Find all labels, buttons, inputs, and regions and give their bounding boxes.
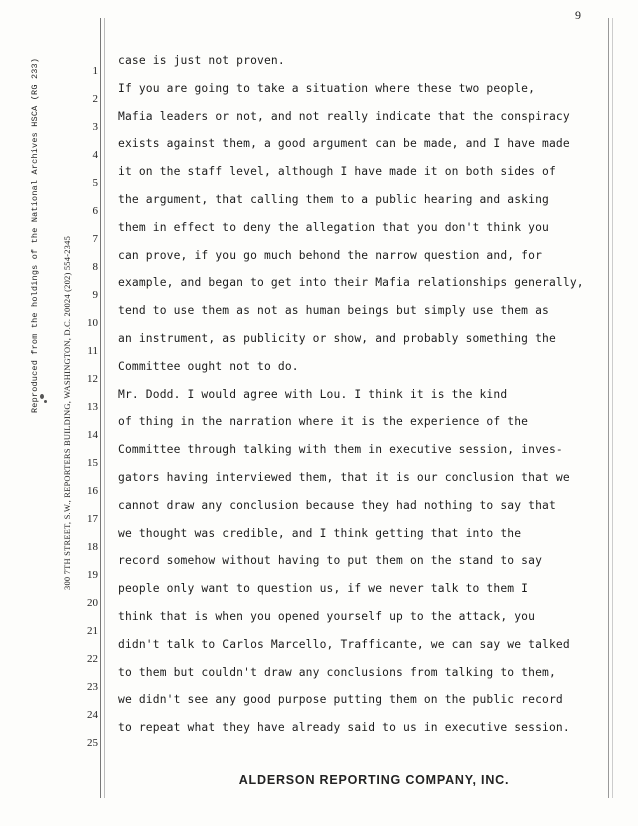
line-number: 9 bbox=[92, 289, 98, 301]
line-number: 23 bbox=[87, 681, 98, 693]
line-number: 10 bbox=[87, 317, 98, 329]
transcript-line: gators having interviewed them, that it is our conclusion that we bbox=[118, 470, 570, 484]
archive-reproduction-note: Reproduced from the holdings of the National Archives HSCA (RG 233) bbox=[30, 57, 40, 413]
transcript-line: example, and began to get into their Mafia relationships generally, bbox=[118, 276, 584, 290]
transcript-line: people only want to question us, if we never talk to them I bbox=[118, 582, 529, 596]
line-number: 11 bbox=[87, 345, 98, 357]
line-number: 16 bbox=[87, 485, 98, 497]
reporters-address: 300 7TH STREET, S.W., REPORTERS BUILDING, WASHINGTON, D.C. 20024 (202) 554-2345 bbox=[62, 235, 72, 590]
transcript-line: record somehow without having to put them on the stand to say bbox=[118, 554, 543, 568]
transcript-line: it on the staff level, although I have made it on both sides of bbox=[118, 165, 556, 179]
line-number: 2 bbox=[92, 93, 98, 105]
line-number: 24 bbox=[87, 709, 98, 721]
line-number: 7 bbox=[92, 233, 98, 245]
transcript-line: we thought was credible, and I think getting that into the bbox=[118, 526, 522, 540]
transcript-line: Mafia leaders or not, and not really indicate that the conspiracy bbox=[118, 109, 570, 123]
transcript-line: of thing in the narration where it is the experience of the bbox=[118, 415, 529, 429]
transcript-line: case is just not proven. bbox=[118, 54, 285, 67]
transcript-line: to repeat what they have already said to us in executive session. bbox=[118, 721, 570, 735]
line-number: 1 bbox=[92, 65, 98, 77]
transcript-line: tend to use them as not as human beings but simply use them as bbox=[118, 304, 549, 318]
line-number: 18 bbox=[87, 541, 98, 553]
transcript-line: Mr. Dodd. I would agree with Lou. I think it is the kind bbox=[118, 387, 508, 401]
line-number: 13 bbox=[87, 401, 98, 413]
line-number: 3 bbox=[92, 121, 98, 133]
transcript-line: the argument, that calling them to a public hearing and asking bbox=[118, 192, 549, 206]
transcript-line: Committee ought not to do. bbox=[118, 359, 299, 373]
line-number: 5 bbox=[92, 177, 98, 189]
transcript-line: didn't talk to Carlos Marcello, Trafficante, we can say we talked bbox=[118, 637, 570, 651]
line-number-column bbox=[80, 57, 98, 757]
page-number: 9 bbox=[575, 8, 581, 22]
transcript-line: can prove, if you go much behond the narrow question and, for bbox=[118, 248, 543, 262]
line-number: 4 bbox=[92, 149, 98, 161]
transcript-line: an instrument, as publicity or show, and probably something the bbox=[118, 331, 556, 345]
left-margin-rule-inner bbox=[104, 18, 105, 798]
scan-speck bbox=[40, 394, 44, 399]
transcript-line: to them but couldn't draw any conclusions from talking to them, bbox=[118, 665, 556, 679]
transcript-body bbox=[118, 47, 610, 742]
line-number: 6 bbox=[92, 205, 98, 217]
scan-speck bbox=[44, 400, 47, 403]
transcript-line: exists against them, a good argument can be made, and I have made bbox=[118, 137, 570, 151]
transcript-line: If you are going to take a situation where these two people, bbox=[118, 81, 536, 95]
line-number: 12 bbox=[87, 373, 98, 385]
transcript-line: cannot draw any conclusion because they had nothing to say that bbox=[118, 498, 556, 512]
right-margin-rule-outer bbox=[612, 18, 613, 798]
line-number: 19 bbox=[87, 569, 98, 581]
reporting-company-footer: ALDERSON REPORTING COMPANY, INC. bbox=[238, 773, 510, 787]
line-number: 25 bbox=[87, 737, 98, 749]
line-number: 21 bbox=[87, 625, 98, 637]
transcript-line: Committee through talking with them in executive session, inves- bbox=[118, 443, 563, 457]
line-number: 15 bbox=[87, 457, 98, 469]
transcript-line: them in effect to deny the allegation that you don't think you bbox=[118, 220, 549, 234]
line-number: 22 bbox=[87, 653, 98, 665]
transcript-line: we didn't see any good purpose putting them on the public record bbox=[118, 693, 563, 707]
line-number: 17 bbox=[87, 513, 98, 525]
transcript-line: think that is when you opened yourself up to the attack, you bbox=[118, 609, 536, 623]
line-number: 20 bbox=[87, 597, 98, 609]
line-number: 8 bbox=[92, 261, 98, 273]
line-number: 14 bbox=[87, 429, 98, 441]
left-margin-rule bbox=[100, 18, 101, 798]
